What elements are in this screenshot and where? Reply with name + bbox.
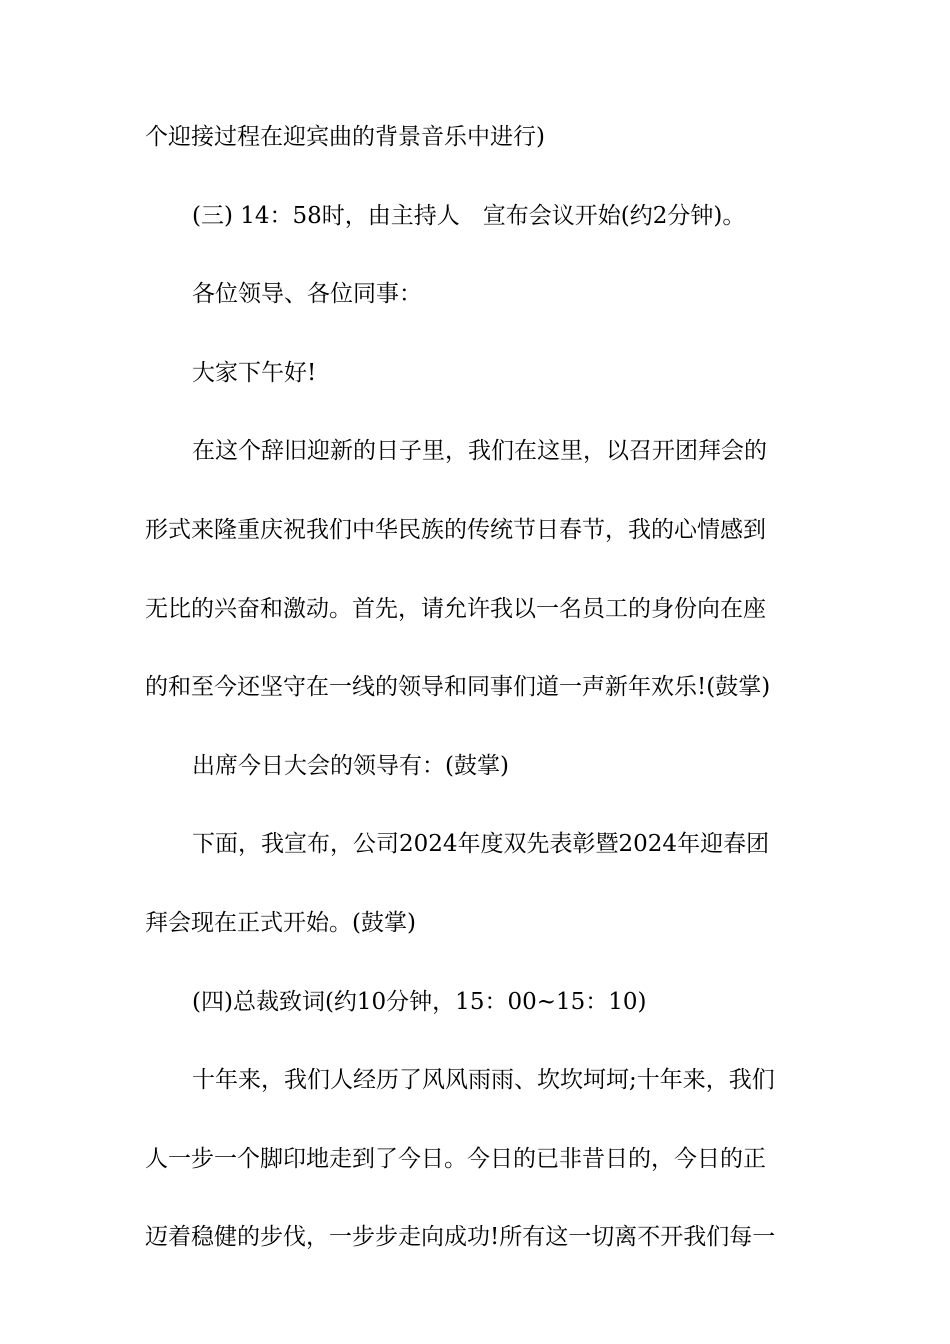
text-line: 下面，我宣布，公司2024年度双先表彰暨2024年迎春团 [192,831,770,858]
text-line: 迈着稳健的步伐，一步步走向成功!所有这一切离不开我们每一 [145,1224,776,1251]
text-line: 拜会现在正式开始。(鼓掌) [145,909,416,936]
text-line: 无比的兴奋和激动。首先，请允许我以一名员工的身份向在座 [145,595,766,622]
text-line: 在这个辞旧迎新的日子里，我们在这里，以召开团拜会的 [192,438,767,465]
text-line: (三) 14：58时，由主持人 宣布会议开始(约2分钟)。 [192,202,746,229]
text-line: 人一步一个脚印地走到了今日。今日的已非昔日的，今日的正 [145,1145,766,1172]
text-line: 大家下午好! [192,359,317,386]
text-line: 的和至今还坚守在一线的领导和同事们道一声新年欢乐!(鼓掌) [145,674,771,701]
text-line: (四)总裁致词(约10分钟，15：00~15：10) [192,988,647,1015]
text-line: 个迎接过程在迎宾曲的背景音乐中进行) [145,124,545,150]
text-line: 出席今日大会的领导有：(鼓掌) [192,752,509,779]
text-line: 十年来，我们人经历了风风雨雨、坎坎坷坷;十年来，我们 [192,1067,775,1094]
body-text [145,124,809,1303]
text-line: 各位领导、各位同事： [192,281,422,308]
text-line: 形式来隆重庆祝我们中华民族的传统节日春节，我的心情感到 [145,516,766,543]
